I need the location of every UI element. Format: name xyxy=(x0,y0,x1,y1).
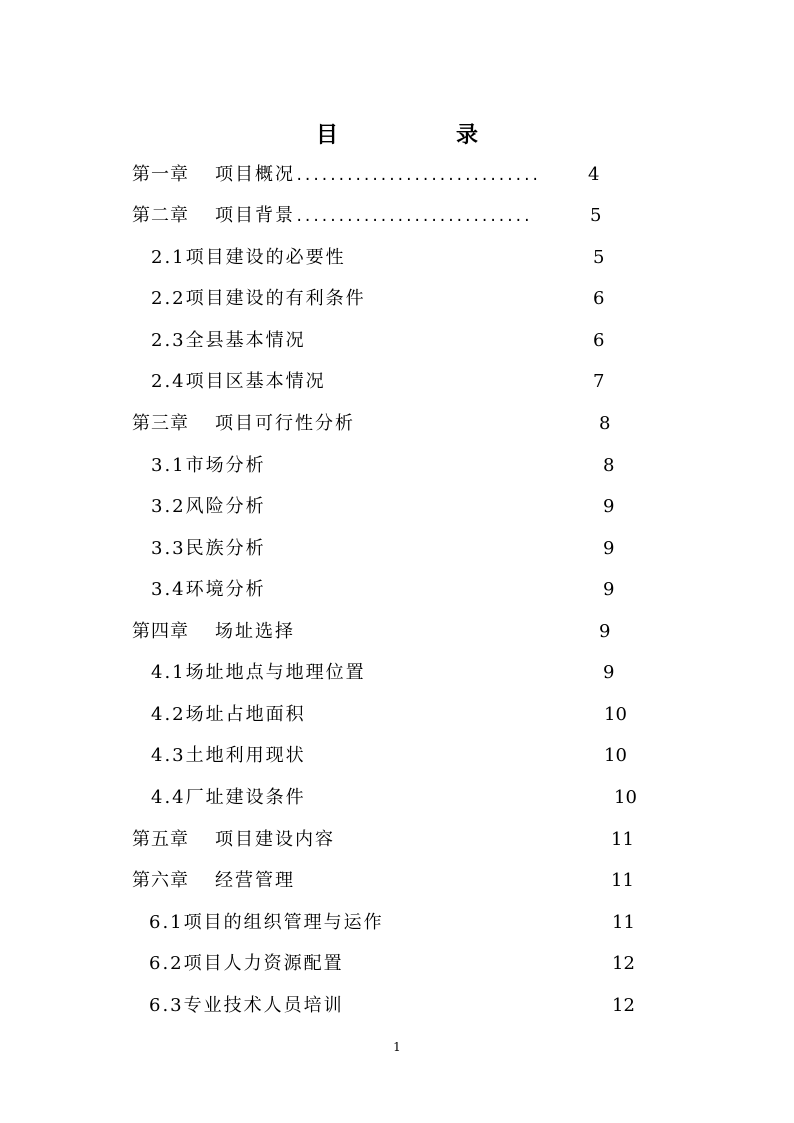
entry-label: 6.1项目的组织管理与运作 xyxy=(149,912,384,933)
page-number: 9 xyxy=(599,621,611,642)
toc-entry-chapter-3[interactable] xyxy=(132,409,355,439)
entry-label: 2.2项目建设的有利条件 xyxy=(151,288,366,309)
page-number: 5 xyxy=(590,205,602,226)
page-number: 9 xyxy=(603,496,615,517)
entry-label: 2.1项目建设的必要性 xyxy=(151,247,346,268)
entry-label: 2.4项目区基本情况 xyxy=(151,371,326,392)
entry-label: 项目建设内容 xyxy=(215,829,335,850)
page-title: 目 录 xyxy=(315,122,526,148)
entry-label: 经营管理 xyxy=(215,870,295,891)
leader-dots: ............................. xyxy=(295,168,540,184)
toc-entry-6-3[interactable] xyxy=(149,991,344,1021)
entry-label: 场址选择 xyxy=(215,621,295,642)
page-number: 10 xyxy=(604,745,627,766)
chapter-number: 第六章 xyxy=(132,870,189,891)
entry-label: 3.3民族分析 xyxy=(151,538,266,559)
toc-entry-chapter-4[interactable] xyxy=(132,617,295,647)
toc-entry-2-4[interactable] xyxy=(151,367,326,397)
page-number: 7 xyxy=(593,371,605,392)
chapter-number: 第三章 xyxy=(132,413,189,434)
page-number: 9 xyxy=(603,579,615,600)
toc-entry-6-2[interactable] xyxy=(149,949,344,979)
page-number: 9 xyxy=(603,662,615,683)
page-number: 12 xyxy=(612,953,635,974)
entry-label: 4.3土地利用现状 xyxy=(151,745,306,766)
chapter-number: 第四章 xyxy=(132,621,189,642)
toc-entry-2-1[interactable] xyxy=(151,243,346,273)
entry-label: 4.2场址占地面积 xyxy=(151,704,306,725)
entry-label: 6.3专业技术人员培训 xyxy=(149,995,344,1016)
page-number: 6 xyxy=(593,330,605,351)
toc-entry-chapter-6[interactable] xyxy=(132,866,295,896)
chapter-number: 第二章 xyxy=(132,205,189,226)
page-number: 10 xyxy=(604,704,627,725)
toc-entry-4-1[interactable] xyxy=(151,658,366,688)
toc-entry-4-4[interactable] xyxy=(151,783,306,813)
entry-label: 4.4厂址建设条件 xyxy=(151,787,306,808)
toc-entry-2-3[interactable] xyxy=(151,326,306,356)
entry-label: 4.1场址地点与地理位置 xyxy=(151,662,366,683)
footer-page-number: 1 xyxy=(393,1040,401,1054)
toc-entry-6-1[interactable] xyxy=(149,908,384,938)
entry-label: 3.1市场分析 xyxy=(151,455,266,476)
toc-entry-chapter-5[interactable] xyxy=(132,825,335,855)
entry-label: 3.4环境分析 xyxy=(151,579,266,600)
page-number: 11 xyxy=(611,870,634,891)
toc-entry-4-3[interactable] xyxy=(151,741,306,771)
entry-label: 项目可行性分析 xyxy=(215,413,355,434)
page-number: 4 xyxy=(588,164,600,185)
entry-label: 项目概况 xyxy=(215,164,295,185)
chapter-number: 第五章 xyxy=(132,829,189,850)
page-number: 6 xyxy=(593,288,605,309)
page-number: 5 xyxy=(593,247,605,268)
page-number: 8 xyxy=(603,455,615,476)
page-number: 11 xyxy=(612,912,635,933)
toc-entry-4-2[interactable] xyxy=(151,700,306,730)
entry-label: 6.2项目人力资源配置 xyxy=(149,953,344,974)
entry-label: 2.3全县基本情况 xyxy=(151,330,306,351)
toc-entry-3-3[interactable] xyxy=(151,534,266,564)
page-number: 10 xyxy=(614,787,637,808)
toc-entry-chapter-2[interactable] xyxy=(132,201,531,231)
toc-entry-3-1[interactable] xyxy=(151,451,266,481)
toc-entry-chapter-1[interactable] xyxy=(132,160,539,190)
table-of-contents xyxy=(0,160,794,1030)
leader-dots: ............................ xyxy=(295,209,532,225)
page-number: 11 xyxy=(611,829,634,850)
toc-entry-2-2[interactable] xyxy=(151,284,366,314)
chapter-number: 第一章 xyxy=(132,164,189,185)
entry-label: 3.2风险分析 xyxy=(151,496,266,517)
page-number: 8 xyxy=(599,413,611,434)
toc-entry-3-2[interactable] xyxy=(151,492,266,522)
toc-entry-3-4[interactable] xyxy=(151,575,266,605)
page-number: 12 xyxy=(612,995,635,1016)
entry-label: 项目背景 xyxy=(215,205,295,226)
page-number: 9 xyxy=(603,538,615,559)
